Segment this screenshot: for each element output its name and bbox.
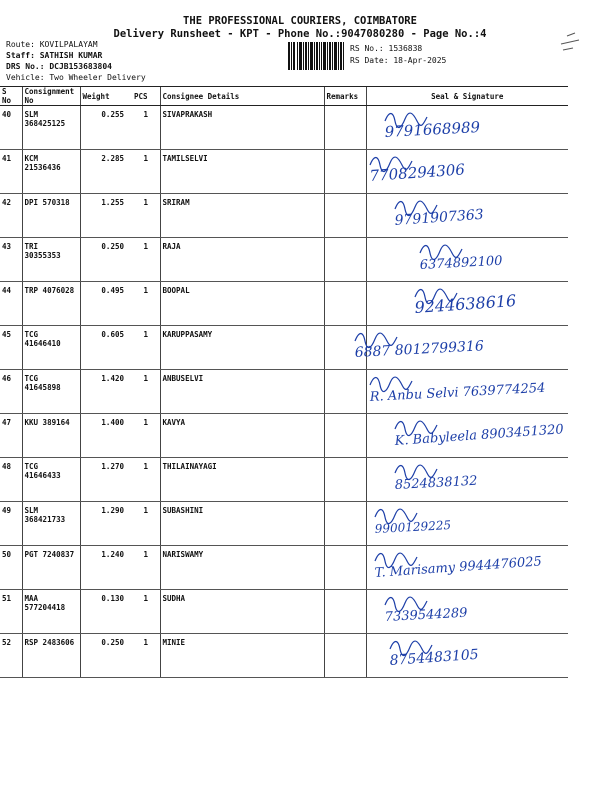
row-weight: 2.285 [80, 150, 132, 194]
row-signature-cell [366, 194, 568, 238]
table-row [0, 150, 568, 194]
row-weight: 1.290 [80, 502, 132, 546]
table-header-row [0, 87, 568, 106]
row-sno: 51 [0, 590, 22, 634]
row-consignee: SUDHA [160, 590, 324, 634]
row-pcs: 1 [132, 238, 160, 282]
row-pcs: 1 [132, 414, 160, 458]
row-signature-cell [366, 238, 568, 282]
row-consignment: TCG 41646410 [22, 326, 80, 370]
row-remarks [324, 326, 366, 370]
row-consignee: KAVYA [160, 414, 324, 458]
row-weight: 1.255 [80, 194, 132, 238]
table-row [0, 458, 568, 502]
row-sno: 47 [0, 414, 22, 458]
row-consignee: SIVAPRAKASH [160, 106, 324, 150]
row-consignee: SUBASHINI [160, 502, 324, 546]
rs-date: RS Date: 18-Apr-2025 [350, 56, 447, 65]
sheet-subtitle: Delivery Runsheet - KPT - Phone No.:9047080280 - Page No.:4 [113, 28, 487, 40]
row-sno: 52 [0, 634, 22, 678]
row-sno: 44 [0, 282, 22, 326]
signature-text: 9791907363 [394, 206, 485, 229]
signature-text: 6887 8012799316 [354, 338, 485, 361]
signature-text: 8754483105 [389, 646, 480, 669]
row-consignee: BOOPAL [160, 282, 324, 326]
row-remarks [324, 546, 366, 590]
signature-text: T. Marisamy 9944476025 [374, 554, 543, 581]
row-signature-cell [366, 282, 568, 326]
row-consignment: KKU 389164 [22, 414, 80, 458]
row-consignment: TCG 41646433 [22, 458, 80, 502]
row-weight: 1.270 [80, 458, 132, 502]
drs-number: DRS No.: DCJB153683804 [6, 62, 112, 71]
row-remarks [324, 634, 366, 678]
row-weight: 0.130 [80, 590, 132, 634]
pen-mark-icon [545, 30, 585, 70]
row-signature-cell [366, 458, 568, 502]
header-remarks: Remarks [324, 87, 366, 106]
row-signature-cell [366, 502, 568, 546]
row-sno: 43 [0, 238, 22, 282]
row-consignment: SLM 368425125 [22, 106, 80, 150]
row-pcs: 1 [132, 370, 160, 414]
row-weight: 0.255 [80, 106, 132, 150]
row-consignment: TCG 41645898 [22, 370, 80, 414]
row-signature-cell [366, 590, 568, 634]
row-sno: 45 [0, 326, 22, 370]
signature-text: 9900129225 [374, 518, 452, 536]
row-consignee: RAJA [160, 238, 324, 282]
row-consignment: SLM 368421733 [22, 502, 80, 546]
row-pcs: 1 [132, 326, 160, 370]
row-remarks [324, 414, 366, 458]
signature-text: 7339544289 [384, 605, 468, 625]
row-signature-cell [366, 546, 568, 590]
signature-text: 8524838132 [394, 473, 478, 493]
table-row [0, 590, 568, 634]
table-row [0, 546, 568, 590]
row-weight: 1.240 [80, 546, 132, 590]
header-pcs: PCS [132, 87, 160, 106]
row-consignee: THILAINAYAGI [160, 458, 324, 502]
signature-text: R. Anbu Selvi 7639774254 [369, 380, 546, 405]
row-sno: 48 [0, 458, 22, 502]
row-remarks [324, 370, 366, 414]
row-consignment: KCM 21536436 [22, 150, 80, 194]
row-sno: 46 [0, 370, 22, 414]
row-signature-cell [366, 150, 568, 194]
row-signature-cell [366, 634, 568, 678]
row-remarks [324, 590, 366, 634]
row-remarks [324, 106, 366, 150]
header-weight: Weight [80, 87, 132, 106]
row-pcs: 1 [132, 106, 160, 150]
row-pcs: 1 [132, 282, 160, 326]
row-pcs: 1 [132, 546, 160, 590]
runsheet-table [0, 86, 568, 678]
row-pcs: 1 [132, 458, 160, 502]
table-row [0, 106, 568, 150]
table-row [0, 502, 568, 546]
row-consignee: KARUPPASAMY [160, 326, 324, 370]
row-weight: 0.250 [80, 238, 132, 282]
table-row [0, 414, 568, 458]
signature-text: 9791668989 [384, 118, 481, 141]
row-consignment: RSP 2483606 [22, 634, 80, 678]
row-signature-cell [366, 326, 568, 370]
row-consignment: TRP 4076028 [22, 282, 80, 326]
row-consignee: SRIRAM [160, 194, 324, 238]
table-row [0, 282, 568, 326]
row-consignment: TRI 30355353 [22, 238, 80, 282]
header-consignee: Consignee Details [160, 87, 324, 106]
row-sno: 50 [0, 546, 22, 590]
row-consignee: NARISWAMY [160, 546, 324, 590]
row-weight: 0.605 [80, 326, 132, 370]
row-remarks [324, 194, 366, 238]
row-sno: 49 [0, 502, 22, 546]
row-consignee: MINIE [160, 634, 324, 678]
row-pcs: 1 [132, 634, 160, 678]
sheet-title: THE PROFESSIONAL COURIERS, COIMBATORE [183, 15, 417, 27]
table-body [0, 106, 568, 678]
row-sno: 40 [0, 106, 22, 150]
row-sno: 41 [0, 150, 22, 194]
rs-number: RS No.: 1536838 [350, 44, 423, 53]
row-weight: 1.400 [80, 414, 132, 458]
row-remarks [324, 282, 366, 326]
signature-text: 9244638616 [413, 290, 517, 317]
row-weight: 0.495 [80, 282, 132, 326]
header-sno: S No [0, 87, 22, 106]
row-weight: 1.420 [80, 370, 132, 414]
vehicle-label: Vehicle: Two Wheeler Delivery [6, 73, 146, 82]
row-remarks [324, 502, 366, 546]
row-remarks [324, 238, 366, 282]
table-row [0, 370, 568, 414]
row-signature-cell [366, 106, 568, 150]
row-consignment: PGT 7240837 [22, 546, 80, 590]
table-row [0, 194, 568, 238]
header-consignment: Consignment No [22, 87, 80, 106]
row-consignee: TAMILSELVI [160, 150, 324, 194]
row-sno: 42 [0, 194, 22, 238]
table-row [0, 326, 568, 370]
row-remarks [324, 150, 366, 194]
table-row [0, 238, 568, 282]
route-label: Route: KOVILPALAYAM [6, 40, 98, 49]
row-signature-cell [366, 414, 568, 458]
signature-text: 7708294306 [369, 160, 466, 185]
staff-label: Staff: SATHISH KUMAR [6, 51, 103, 60]
signature-text: K. Babyleela 8903451320 [394, 422, 565, 449]
row-signature-cell [366, 370, 568, 414]
row-pcs: 1 [132, 194, 160, 238]
row-weight: 0.250 [80, 634, 132, 678]
row-consignment: MAA 577204418 [22, 590, 80, 634]
signature-text: 6374892100 [419, 253, 503, 273]
row-pcs: 1 [132, 502, 160, 546]
table-row [0, 634, 568, 678]
row-remarks [324, 458, 366, 502]
row-pcs: 1 [132, 150, 160, 194]
header-signature: Seal & Signature [366, 87, 568, 106]
row-pcs: 1 [132, 590, 160, 634]
barcode-image [288, 42, 344, 70]
row-consignment: DPI 570318 [22, 194, 80, 238]
row-consignee: ANBUSELVI [160, 370, 324, 414]
